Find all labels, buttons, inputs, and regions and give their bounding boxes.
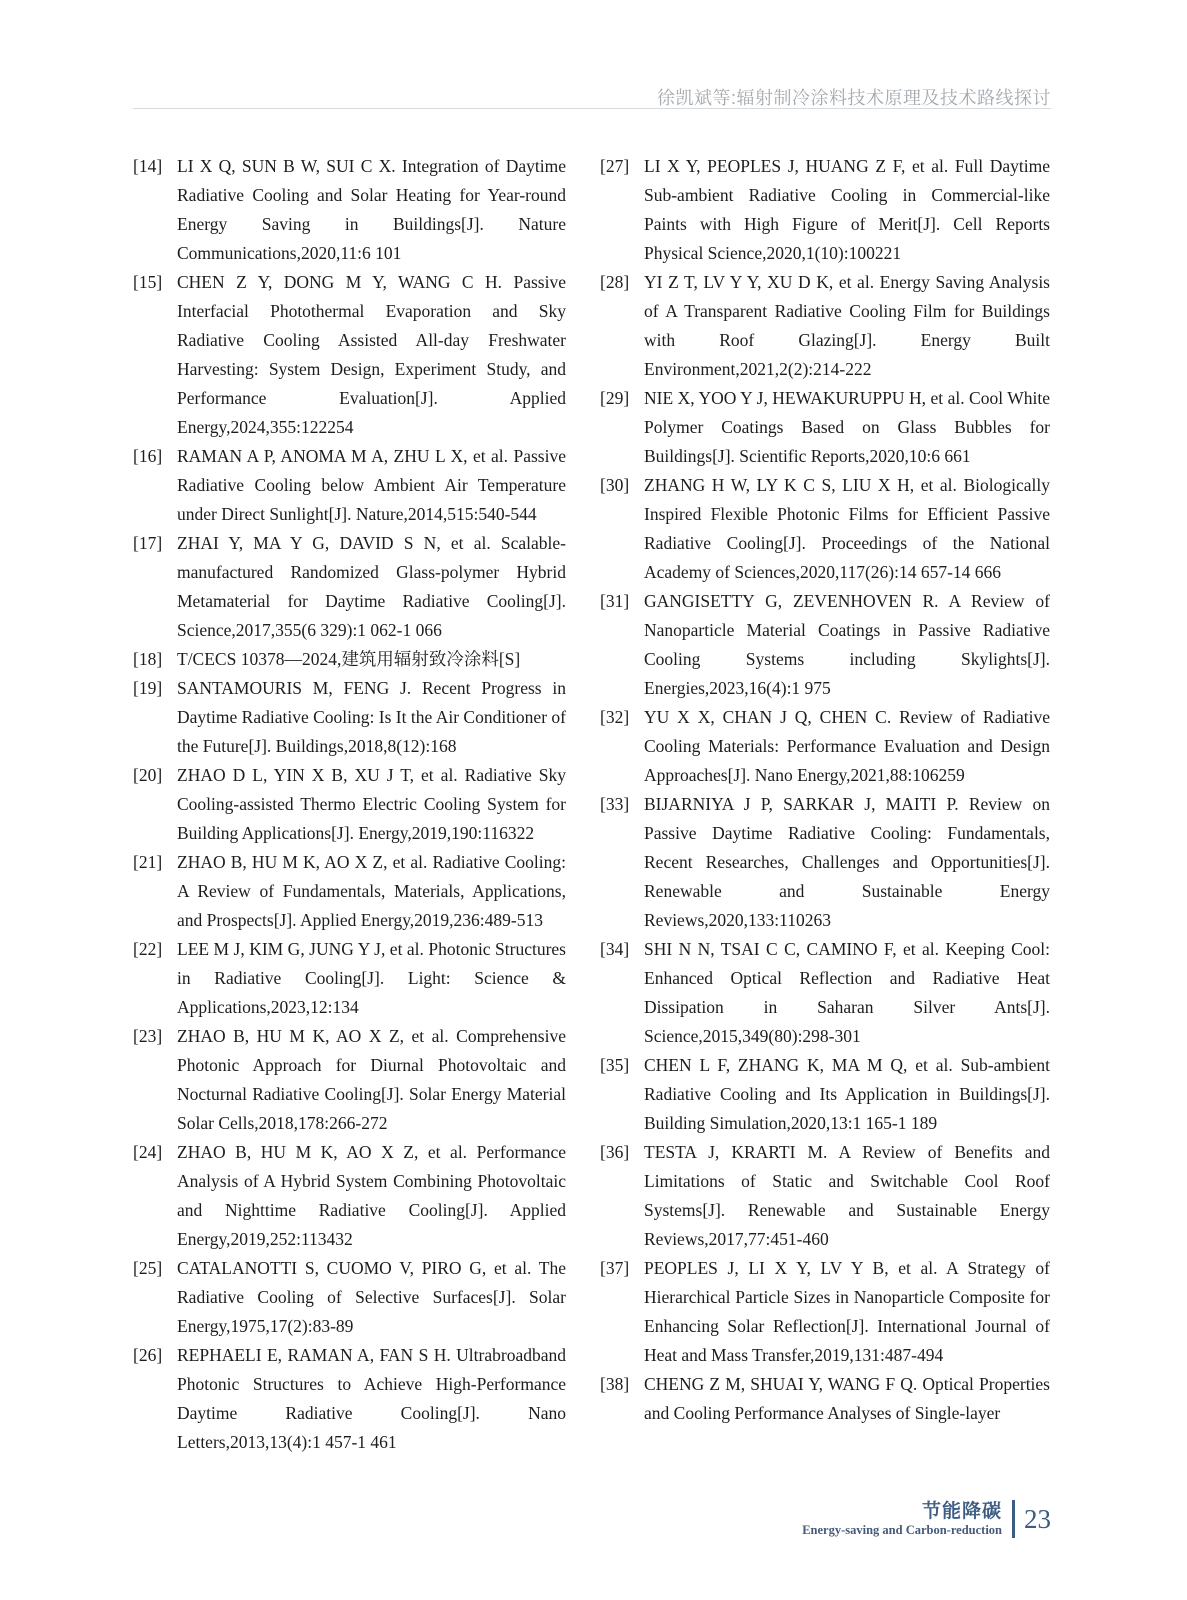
reference-text: GANGISETTY G, ZEVENHOVEN R. A Review of Nanoparticle Material Coatings in Passive Radiative Cooling Systems including Skylights[J]. Energies,2023,16(4):1 975: [644, 591, 1050, 698]
reference-item: [133, 268, 566, 442]
references-column-left: [133, 152, 566, 1457]
reference-item: [133, 1022, 566, 1138]
reference-number: [27]: [600, 156, 630, 176]
reference-text: BIJARNIYA J P, SARKAR J, MAITI P. Review on Passive Daytime Radiative Cooling: Fundamentals, Recent Researches, Challenges and Opportunities[J]. Renewable and Sustainable Energy Reviews,2020,133:110263: [644, 794, 1050, 930]
reference-text: PEOPLES J, LI X Y, LV Y B, et al. A Strategy of Hierarchical Particle Sizes in Nanoparticle Composite for Enhancing Solar Reflection[J]. International Journal of Heat and Mass Transfer,2019,131:487-494: [644, 1258, 1050, 1365]
reference-item: [133, 152, 566, 268]
journal-name-en: Energy-saving and Carbon-reduction: [802, 1522, 1002, 1537]
reference-item: [133, 529, 566, 645]
reference-number: [36]: [600, 1142, 630, 1162]
journal-name-cn: 节能降碳: [921, 1500, 1002, 1522]
reference-text: ZHAI Y, MA Y G, DAVID S N, et al. Scalable-manufactured Randomized Glass-polymer Hybrid Metamaterial for Daytime Radiative Cooling[J]. Science,2017,355(6 329):1 062-1 066: [177, 533, 566, 640]
references-column-right: [600, 152, 1050, 1457]
footer-divider: [1012, 1500, 1015, 1538]
reference-item: [600, 384, 1050, 471]
reference-item: [133, 848, 566, 935]
reference-text: ZHAO B, HU M K, AO X Z, et al. Performance Analysis of A Hybrid System Combining Photovoltaic and Nighttime Radiative Cooling[J]. Applied Energy,2019,252:113432: [177, 1142, 566, 1249]
reference-number: [17]: [133, 533, 163, 553]
reference-number: [14]: [133, 156, 163, 176]
reference-item: [133, 645, 566, 674]
reference-text: T/CECS 10378—2024,建筑用辐射致冷涂料[S]: [177, 649, 521, 669]
reference-text: NIE X, YOO Y J, HEWAKURUPPU H, et al. Cool White Polymer Coatings Based on Glass Bubbles for Buildings[J]. Scientific Reports,2020,10:6 661: [644, 388, 1050, 466]
reference-number: [19]: [133, 678, 163, 698]
reference-item: [133, 1254, 566, 1341]
reference-text: LI X Q, SUN B W, SUI C X. Integration of Daytime Radiative Cooling and Solar Heating for Year-round Energy Saving in Buildings[J]. Nature Communications,2020,11:6 101: [177, 156, 566, 263]
reference-item: [600, 1051, 1050, 1138]
reference-number: [23]: [133, 1026, 163, 1046]
reference-text: ZHANG H W, LY K C S, LIU X H, et al. Biologically Inspired Flexible Photonic Films for Efficient Passive Radiative Cooling[J]. Proceedings of the National Academy of Sciences,2020,117(26):14 657-14 666: [644, 475, 1050, 582]
reference-number: [34]: [600, 939, 630, 959]
reference-number: [37]: [600, 1258, 630, 1278]
reference-number: [22]: [133, 939, 163, 959]
reference-text: CHENG Z M, SHUAI Y, WANG F Q. Optical Properties and Cooling Performance Analyses of Single-layer: [644, 1374, 1050, 1423]
reference-number: [29]: [600, 388, 630, 408]
reference-text: CATALANOTTI S, CUOMO V, PIRO G, et al. The Radiative Cooling of Selective Surfaces[J]. Solar Energy,1975,17(2):83-89: [177, 1258, 566, 1336]
reference-item: [600, 471, 1050, 587]
reference-item: [133, 1341, 566, 1457]
reference-text: LEE M J, KIM G, JUNG Y J, et al. Photonic Structures in Radiative Cooling[J]. Light: Science & Applications,2023,12:134: [177, 939, 566, 1017]
reference-number: [33]: [600, 794, 630, 814]
reference-number: [32]: [600, 707, 630, 727]
reference-item: [600, 703, 1050, 790]
reference-item: [600, 1370, 1050, 1428]
reference-item: [133, 674, 566, 761]
reference-text: RAMAN A P, ANOMA M A, ZHU L X, et al. Passive Radiative Cooling below Ambient Air Temperature under Direct Sunlight[J]. Nature,2014,515:540-544: [177, 446, 566, 524]
reference-number: [28]: [600, 272, 630, 292]
reference-item: [600, 152, 1050, 268]
reference-text: ZHAO B, HU M K, AO X Z, et al. Radiative Cooling: A Review of Fundamentals, Materials, Applications, and Prospects[J]. Applied Energy,2019,236:489-513: [177, 852, 566, 930]
reference-text: YU X X, CHAN J Q, CHEN C. Review of Radiative Cooling Materials: Performance Evaluation and Design Approaches[J]. Nano Energy,2021,88:106259: [644, 707, 1050, 785]
reference-number: [18]: [133, 649, 163, 669]
reference-number: [30]: [600, 475, 630, 495]
reference-item: [133, 935, 566, 1022]
reference-item: [133, 1138, 566, 1254]
reference-number: [24]: [133, 1142, 163, 1162]
reference-text: CHEN Z Y, DONG M Y, WANG C H. Passive Interfacial Photothermal Evaporation and Sky Radiative Cooling Assisted All-day Freshwater Harvesting: System Design, Experiment Study, and Performance Evaluation[J]. Applied Energy,2024,355:122254: [177, 272, 566, 437]
reference-text: SANTAMOURIS M, FENG J. Recent Progress in Daytime Radiative Cooling: Is It the Air Conditioner of the Future[J]. Buildings,2018,8(12):168: [177, 678, 566, 756]
running-header-title: 徐凯斌等:辐射制冷涂料技术原理及技术路线探讨: [657, 88, 1051, 108]
reference-number: [16]: [133, 446, 163, 466]
reference-number: [26]: [133, 1345, 163, 1365]
reference-number: [25]: [133, 1258, 163, 1278]
reference-number: [21]: [133, 852, 163, 872]
reference-item: [133, 761, 566, 848]
reference-number: [38]: [600, 1374, 630, 1394]
reference-number: [20]: [133, 765, 163, 785]
reference-item: [600, 587, 1050, 703]
header-rule: [133, 108, 1051, 109]
reference-text: ZHAO D L, YIN X B, XU J T, et al. Radiative Sky Cooling-assisted Thermo Electric Cooling System for Building Applications[J]. Energy,2019,190:116322: [177, 765, 566, 843]
footer: [802, 1500, 1051, 1538]
reference-item: [600, 790, 1050, 935]
reference-number: [15]: [133, 272, 163, 292]
reference-item: [600, 268, 1050, 384]
reference-item: [600, 935, 1050, 1051]
journal-name-block: [802, 1501, 1002, 1538]
references-section: [133, 152, 1051, 1457]
reference-text: YI Z T, LV Y Y, XU D K, et al. Energy Saving Analysis of A Transparent Radiative Cooling Film for Buildings with Roof Glazing[J]. Energy Built Environment,2021,2(2):214-222: [644, 272, 1050, 379]
reference-number: [31]: [600, 591, 630, 611]
reference-item: [600, 1138, 1050, 1254]
reference-number: [35]: [600, 1055, 630, 1075]
reference-item: [600, 1254, 1050, 1370]
page-number: 23: [1024, 1503, 1051, 1534]
reference-text: ZHAO B, HU M K, AO X Z, et al. Comprehensive Photonic Approach for Diurnal Photovoltaic and Nocturnal Radiative Cooling[J]. Solar Energy Material Solar Cells,2018,178:266-272: [177, 1026, 566, 1133]
reference-text: SHI N N, TSAI C C, CAMINO F, et al. Keeping Cool: Enhanced Optical Reflection and Radiative Heat Dissipation in Saharan Silver Ants[J]. Science,2015,349(80):298-301: [644, 939, 1050, 1046]
reference-item: [133, 442, 566, 529]
reference-text: LI X Y, PEOPLES J, HUANG Z F, et al. Full Daytime Sub-ambient Radiative Cooling in Commercial-like Paints with High Figure of Merit[J]. Cell Reports Physical Science,2020,1(10):100221: [644, 156, 1050, 263]
reference-text: CHEN L F, ZHANG K, MA M Q, et al. Sub-ambient Radiative Cooling and Its Application in Buildings[J]. Building Simulation,2020,13:1 165-1 189: [644, 1055, 1050, 1133]
reference-text: REPHAELI E, RAMAN A, FAN S H. Ultrabroadband Photonic Structures to Achieve High-Performance Daytime Radiative Cooling[J]. Nano Letters,2013,13(4):1 457-1 461: [177, 1345, 566, 1452]
reference-text: TESTA J, KRARTI M. A Review of Benefits and Limitations of Static and Switchable Cool Roof Systems[J]. Renewable and Sustainable Energy Reviews,2017,77:451-460: [644, 1142, 1050, 1249]
